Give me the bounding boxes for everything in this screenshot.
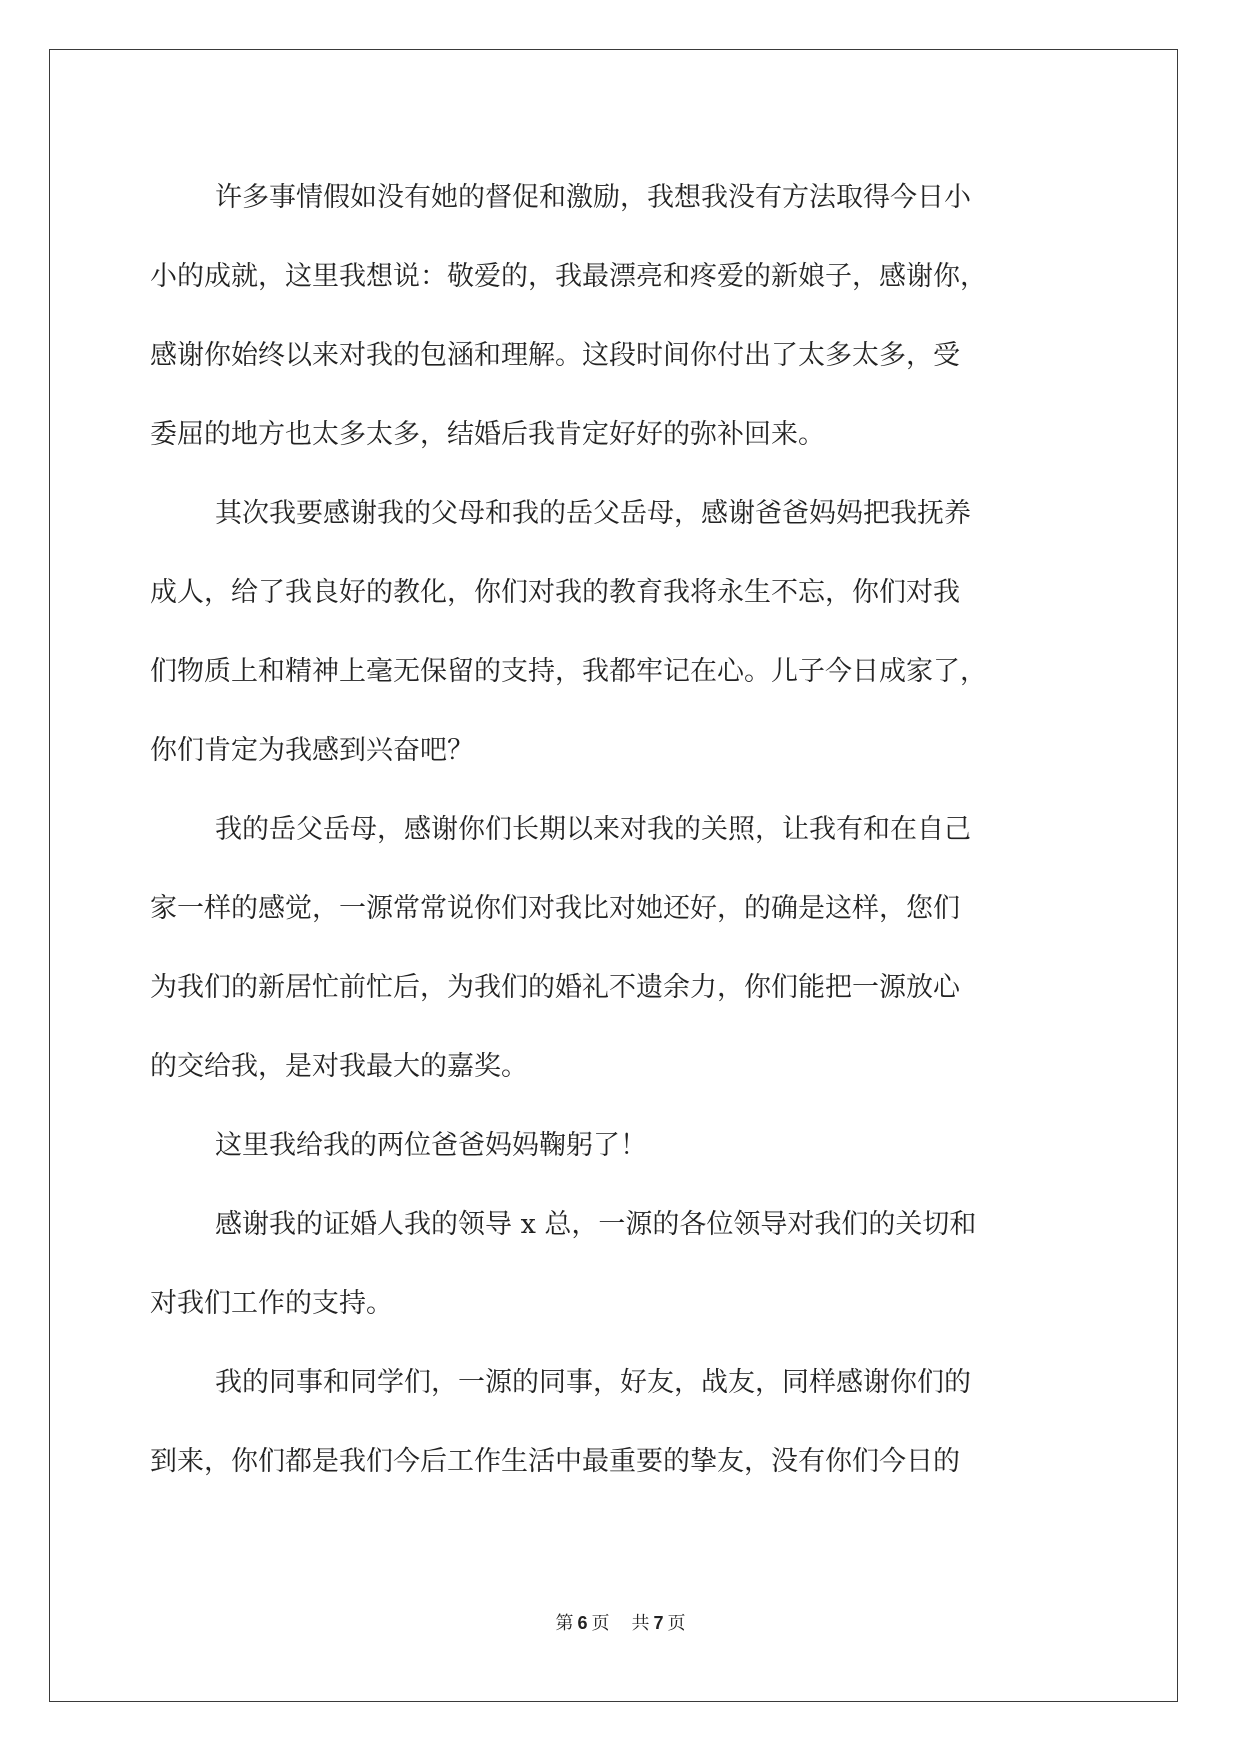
text-line: 其次我要感谢我的父母和我的岳父岳母，感谢爸爸妈妈把我抚养 [215,498,971,529]
text-line: 家一样的感觉，一源常常说你们对我比对她还好，的确是这样，您们 [150,893,960,924]
text-line: 到来，你们都是我们今后工作生活中最重要的挚友，没有你们今日的 [150,1446,960,1477]
text-line: 成人，给了我良好的教化，你们对我的教育我将永生不忘，你们对我 [150,577,960,608]
text-line: 许多事情假如没有她的督促和激励，我想我没有方法取得今日小 [215,182,971,213]
text-line: 你们肯定为我感到兴奋吧？ [150,735,474,766]
text-line: 为我们的新居忙前忙后，为我们的婚礼不遗余力，你们能把一源放心 [150,972,960,1003]
page-prefix: 第 [555,1613,574,1634]
text-line: 小的成就，这里我想说：敬爱的，我最漂亮和疼爱的新娘子，感谢你， [150,261,987,292]
text-line: 这里我给我的两位爸爸妈妈鞠躬了！ [215,1130,647,1161]
current-page-number: 6 [577,1613,588,1633]
page-footer [0,1609,1241,1635]
text-line: 我的同事和同学们，一源的同事，好友，战友，同样感谢你们的 [215,1367,971,1398]
text-line: 委屈的地方也太多太多，结婚后我肯定好好的弥补回来。 [150,419,825,450]
text-line: 感谢我的证婚人我的领导 x 总，一源的各位领导对我们的关切和 [215,1209,977,1240]
total-prefix: 共 [631,1613,650,1634]
total-page-number: 7 [653,1613,664,1633]
text-line: 我的岳父岳母，感谢你们长期以来对我的关照，让我有和在自己 [215,814,971,845]
document-body [150,158,1100,1501]
text-line: 们物质上和精神上毫无保留的支持，我都牢记在心。儿子今日成家了， [150,656,987,687]
text-line: 的交给我，是对我最大的嘉奖。 [150,1051,528,1082]
page-suffix: 页 [591,1613,610,1634]
text-line: 对我们工作的支持。 [150,1288,393,1319]
total-suffix: 页 [667,1613,686,1634]
text-line: 感谢你始终以来对我的包涵和理解。这段时间你付出了太多太多，受 [150,340,960,371]
